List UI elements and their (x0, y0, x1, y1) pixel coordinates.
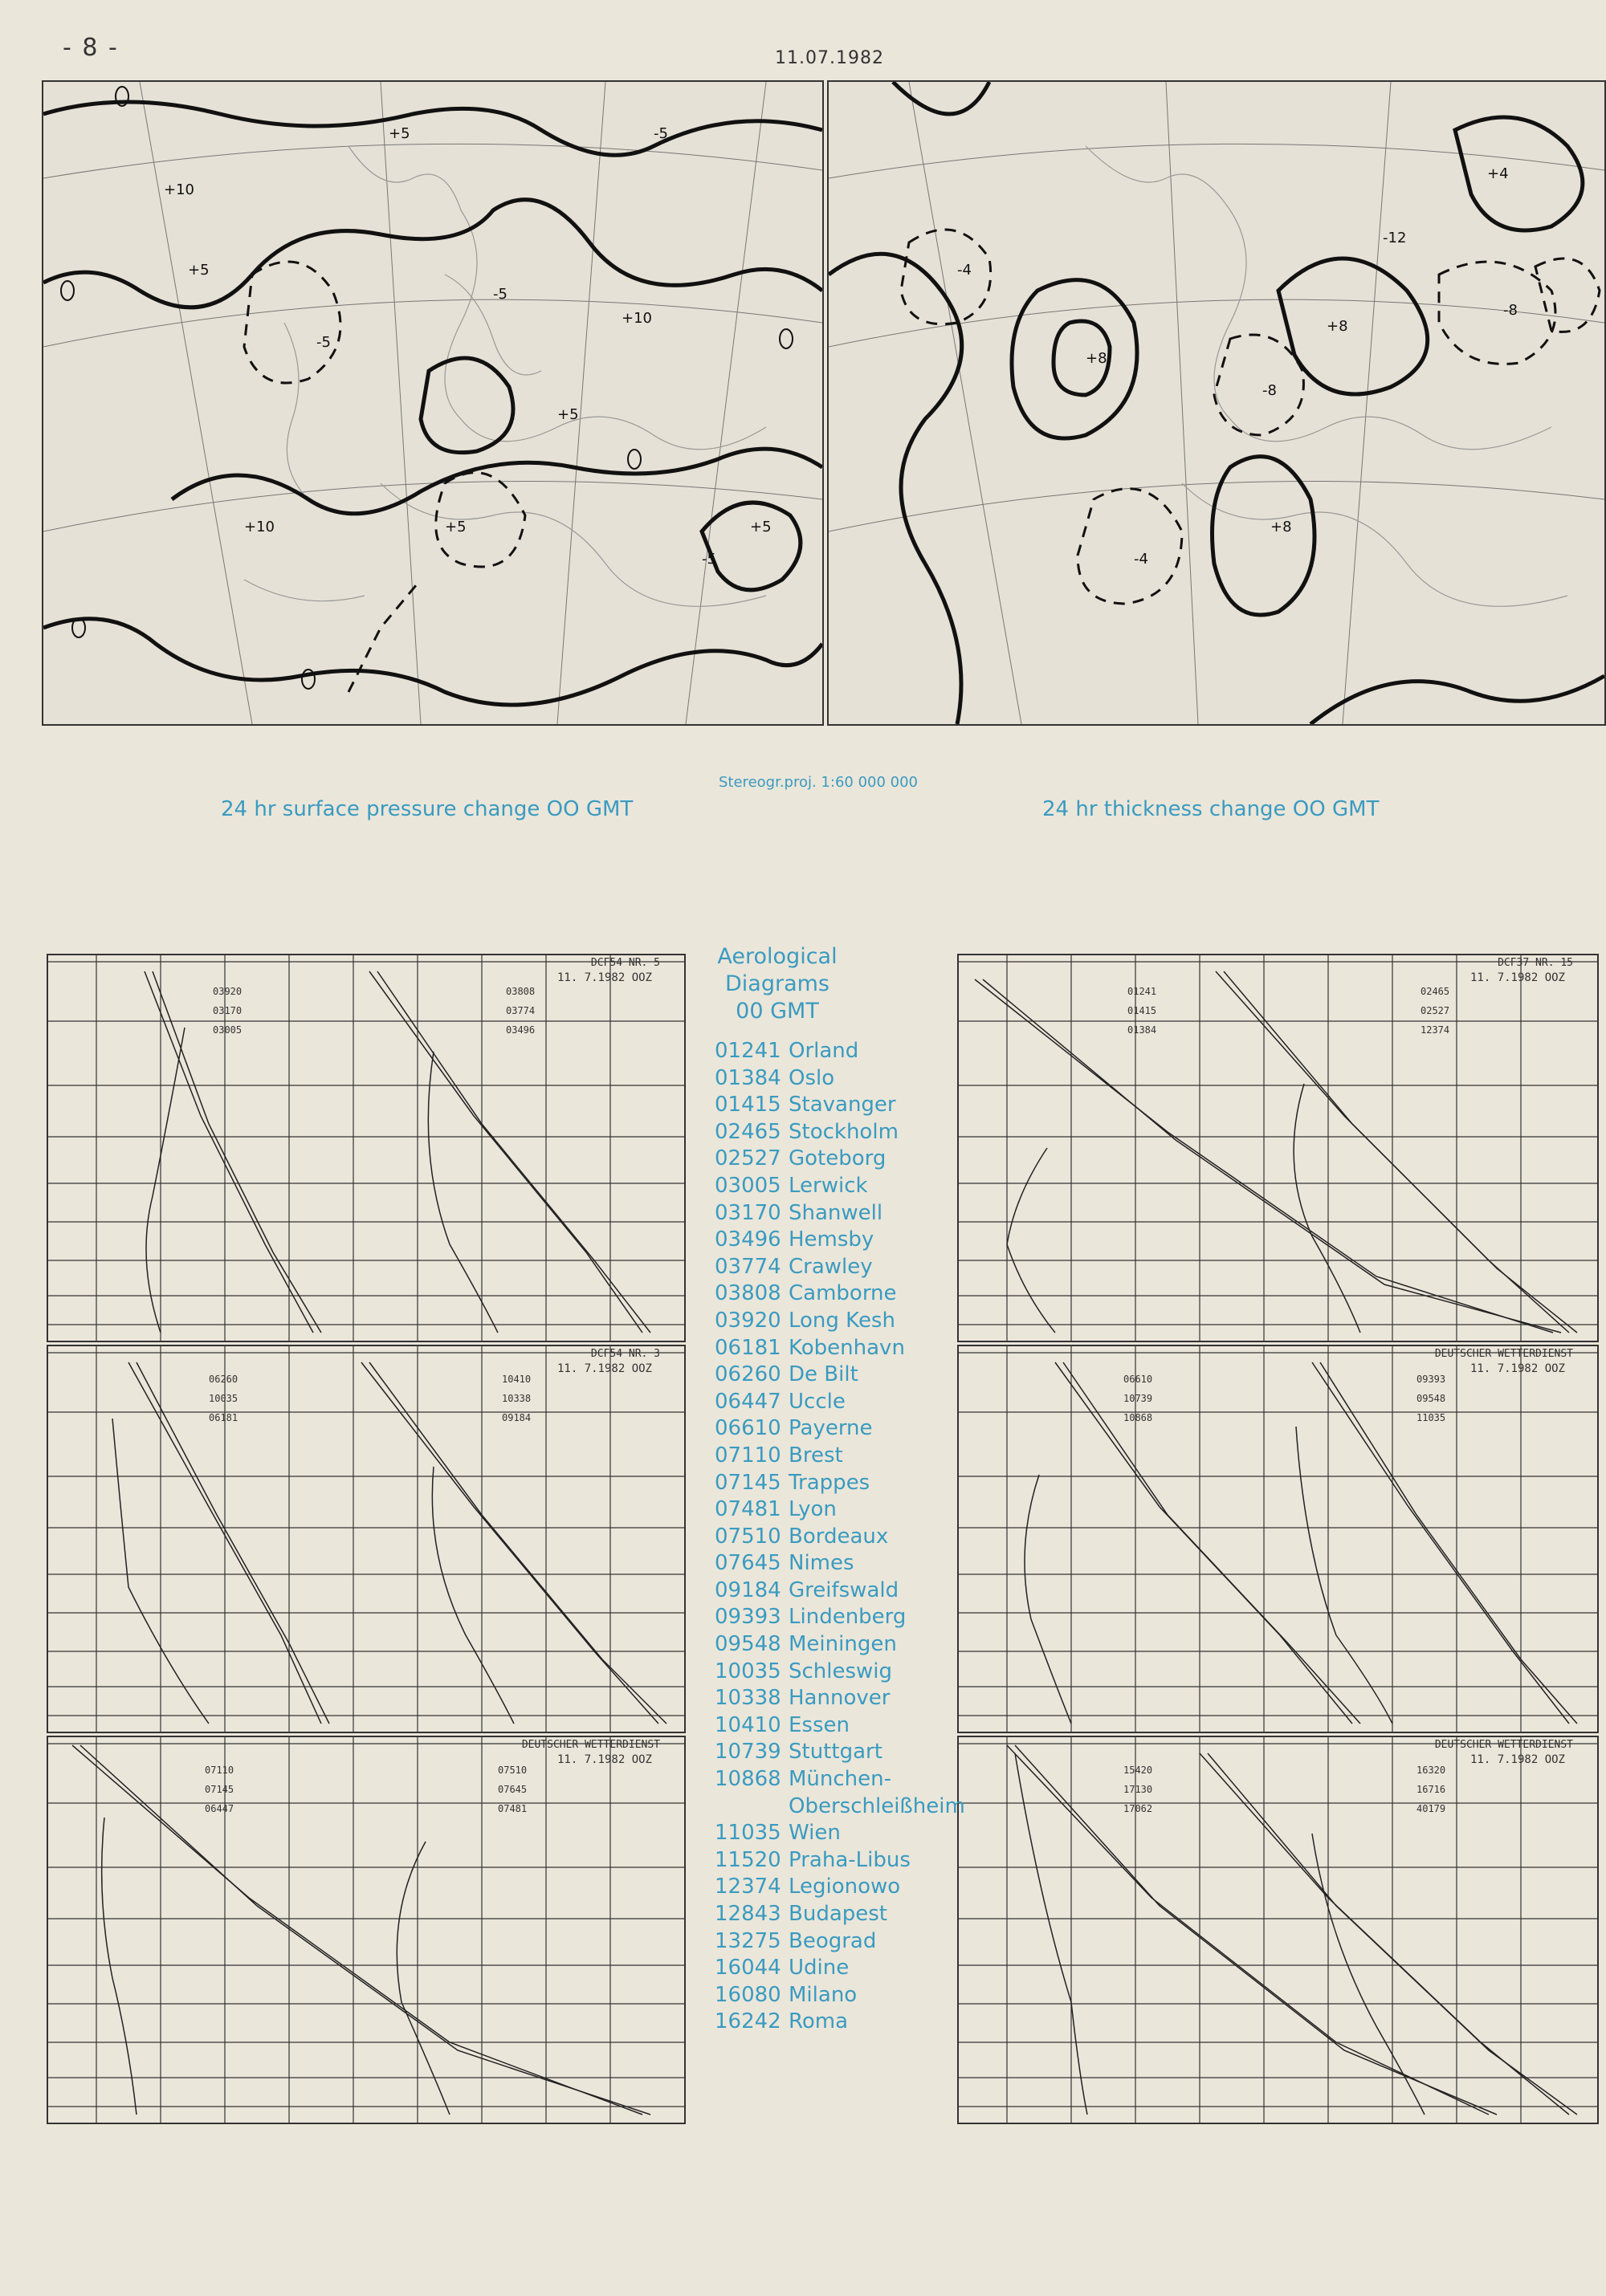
station-row (715, 1038, 965, 1065)
thickness-caption: 24 hr thickness change OO GMT (1042, 797, 1380, 821)
diagram-header: DEUTSCHER WETTERDIENST (1434, 1348, 1573, 1360)
aerological-diagram-5 (957, 1345, 1599, 1733)
station-list-left: 15420 17130 17062 (1123, 1765, 1153, 1814)
station-name: Milano (789, 1982, 858, 2007)
station-id: 03005 (715, 1173, 781, 1198)
station-row (715, 1955, 965, 1982)
diagram-header: DEUTSCHER WETTERDIENST (1434, 1739, 1573, 1751)
station-name: Greifswald (789, 1577, 899, 1602)
station-id: 10410 (715, 1712, 781, 1737)
diagram-grid (959, 1737, 1597, 2123)
station-name: Praha-Libus (789, 1847, 911, 1872)
station-id: 09548 (715, 1632, 781, 1657)
station-id: 12843 (715, 1902, 781, 1926)
station-row (715, 1119, 965, 1146)
station-row (715, 1092, 965, 1119)
station-id: 01415 (715, 1093, 781, 1117)
station-row (715, 1335, 965, 1362)
title-line-3: 00 GMT (736, 999, 819, 1024)
station-list-right: 16320 16716 40179 (1416, 1765, 1446, 1814)
svg-text:-12: -12 (1383, 230, 1407, 246)
station-id: 06610 (715, 1416, 781, 1441)
diagram-date: 11. 7.1982 OOZ (556, 971, 652, 984)
station-name: Kobenhavn (789, 1335, 905, 1360)
station-row (715, 1200, 965, 1227)
aerological-diagram-6 (957, 1736, 1599, 2124)
station-name: Payerne (789, 1416, 873, 1441)
station-id: 09393 (715, 1605, 781, 1630)
diagram-header: DCF54 NR. 3 (590, 1348, 660, 1360)
station-id: 03774 (715, 1254, 781, 1279)
diagram-grid (959, 955, 1597, 1341)
svg-text:+8: +8 (1327, 318, 1348, 335)
station-row (715, 1065, 965, 1093)
station-name: Trappes (789, 1470, 870, 1495)
station-list-right: 09393 09548 11035 (1416, 1374, 1446, 1423)
station-row (715, 1173, 965, 1200)
svg-text:-5: -5 (654, 125, 668, 142)
station-name: Brest (789, 1443, 843, 1468)
station-row (715, 1604, 965, 1631)
station-id: 10739 (715, 1740, 781, 1765)
svg-text:+5: +5 (445, 519, 467, 535)
thickness-change-map (827, 80, 1606, 726)
svg-text:+5: +5 (750, 519, 772, 535)
station-id: 01241 (715, 1039, 781, 1063)
station-id: 06181 (715, 1335, 781, 1360)
station-name: Stockholm (789, 1119, 899, 1144)
diagram-header: DCF54 NR. 5 (590, 957, 660, 969)
station-row (715, 1901, 965, 1928)
station-name: Budapest (789, 1902, 887, 1926)
station-name: Lerwick (789, 1173, 868, 1198)
station-row (715, 1496, 965, 1524)
svg-text:-8: -8 (1262, 382, 1277, 399)
surface-pressure-caption: 24 hr surface pressure change OO GMT (221, 797, 634, 821)
title-line-1: Aerological (717, 944, 838, 969)
station-id: 02527 (715, 1146, 781, 1171)
station-id: 12374 (715, 1875, 781, 1899)
station-name: Legionowo (789, 1875, 901, 1899)
station-row (715, 1820, 965, 1847)
title-line-2: Diagrams (725, 971, 829, 996)
svg-text:+10: +10 (164, 181, 194, 198)
station-row (715, 1982, 965, 2009)
station-row (715, 1146, 965, 1173)
station-row (715, 1362, 965, 1389)
station-id: 09184 (715, 1577, 781, 1602)
station-name: Schleswig (789, 1659, 893, 1683)
svg-text:+4: +4 (1487, 165, 1509, 182)
station-id: 10868 (715, 1767, 781, 1792)
station-id: 11035 (715, 1821, 781, 1846)
station-name: Meiningen (789, 1632, 897, 1657)
station-row (715, 1685, 965, 1712)
station-list-right: 10410 10338 09184 (502, 1374, 532, 1423)
station-name: Shanwell (789, 1200, 883, 1225)
station-row (715, 1227, 965, 1254)
diagram-date: 11. 7.1982 OOZ (1469, 1362, 1565, 1375)
station-row (715, 1739, 965, 1766)
station-row (715, 1847, 965, 1875)
station-id: 07481 (715, 1497, 781, 1522)
station-row (715, 1712, 965, 1740)
station-name: Crawley (789, 1254, 873, 1279)
station-id: 03496 (715, 1227, 781, 1252)
station-name: Hannover (789, 1686, 891, 1711)
station-row (715, 1524, 965, 1551)
station-name: Uccle (789, 1389, 846, 1414)
station-id: 07510 (715, 1524, 781, 1549)
station-id: 10338 (715, 1686, 781, 1711)
station-name: Long Kesh (789, 1308, 895, 1333)
station-name: München- (789, 1767, 892, 1792)
station-id: 10035 (715, 1659, 781, 1683)
diagram-date: 11. 7.1982 OOZ (1469, 971, 1565, 984)
station-name: De Bilt (789, 1362, 858, 1387)
station-name: Bordeaux (789, 1524, 889, 1549)
aerological-diagrams-title (713, 943, 842, 1025)
station-id: 07110 (715, 1443, 781, 1468)
svg-text:+8: +8 (1086, 350, 1107, 367)
svg-text:-5: -5 (702, 551, 716, 568)
station-id: 02465 (715, 1119, 781, 1144)
station-row (715, 1766, 965, 1793)
station-name: Lindenberg (789, 1605, 907, 1630)
station-row (715, 1550, 965, 1577)
station-id: 16242 (715, 2009, 781, 2034)
station-row (715, 1631, 965, 1659)
station-name: Goteborg (789, 1146, 887, 1171)
svg-text:+5: +5 (188, 262, 210, 279)
station-list-left: 07110 07145 06447 (205, 1765, 234, 1814)
diagram-date: 11. 7.1982 OOZ (1469, 1753, 1565, 1766)
svg-text:-8: -8 (1503, 302, 1518, 319)
station-list-left: 03920 03170 03005 (213, 986, 243, 1036)
diagram-date: 11. 7.1982 OOZ (556, 1362, 652, 1375)
station-id (715, 1793, 789, 1821)
diagram-header: DEUTSCHER WETTERDIENST (521, 1739, 660, 1751)
svg-text:+8: +8 (1270, 519, 1292, 535)
aerological-diagram-3 (47, 1736, 686, 2124)
projection-note: Stereogr.proj. 1:60 000 000 (719, 774, 919, 791)
svg-text:+5: +5 (389, 125, 410, 142)
svg-text:+10: +10 (244, 519, 275, 535)
station-list-right: 02465 02527 12374 (1421, 986, 1450, 1036)
station-id: 06260 (715, 1362, 781, 1387)
station-id: 16044 (715, 1956, 781, 1981)
station-list-left: 01241 01415 01384 (1127, 986, 1157, 1036)
station-id: 01384 (715, 1065, 781, 1090)
diagram-grid (48, 1737, 684, 2123)
station-name: Beograd (789, 1928, 877, 1953)
station-row (715, 1928, 965, 1956)
station-name: Camborne (789, 1281, 897, 1306)
station-list-left: 06260 10035 06181 (209, 1374, 238, 1423)
station-id: 03808 (715, 1281, 781, 1306)
station-id: 16080 (715, 1982, 781, 2007)
svg-text:-4: -4 (1134, 551, 1148, 568)
thickness-map-drawing (829, 82, 1604, 724)
station-list-left: 06610 10739 10868 (1123, 1374, 1153, 1423)
svg-text:-5: -5 (316, 334, 331, 351)
station-name: Roma (789, 2009, 849, 2034)
diagram-header: DCF37 NR. 15 (1498, 957, 1573, 969)
station-row (715, 1793, 965, 1821)
svg-text:-4: -4 (957, 262, 972, 279)
station-name: Oberschleißheim (789, 1793, 965, 1818)
station-list-right: 03808 03774 03496 (506, 986, 536, 1036)
station-row (715, 1443, 965, 1470)
station-id: 07645 (715, 1551, 781, 1576)
svg-text:-5: -5 (493, 286, 507, 303)
station-row (715, 1874, 965, 1901)
diagram-grid (48, 955, 684, 1341)
station-id: 13275 (715, 1928, 781, 1953)
station-row (715, 1415, 965, 1443)
station-name: Orland (789, 1039, 859, 1063)
station-row (715, 1389, 965, 1416)
station-id: 03920 (715, 1308, 781, 1333)
surface-pressure-change-map (42, 80, 824, 726)
svg-text:+5: +5 (557, 406, 579, 423)
station-name: Stuttgart (789, 1740, 882, 1765)
svg-text:+10: +10 (622, 310, 652, 327)
station-list (715, 1038, 965, 2036)
station-id: 03170 (715, 1200, 781, 1225)
station-name: Essen (789, 1712, 850, 1737)
aerological-diagram-1 (47, 954, 686, 1342)
station-name: Nimes (789, 1551, 854, 1576)
station-row (715, 1254, 965, 1281)
station-id: 06447 (715, 1389, 781, 1414)
page-date: 11.07.1982 (775, 48, 884, 68)
station-row (715, 2009, 965, 2036)
aerological-diagram-4 (957, 954, 1599, 1342)
station-name: Wien (789, 1821, 841, 1846)
station-list-right: 07510 07645 07481 (498, 1765, 528, 1814)
station-name: Stavanger (789, 1093, 896, 1117)
page-number: - 8 - (63, 34, 119, 62)
aerological-diagram-2 (47, 1345, 686, 1733)
station-row (715, 1659, 965, 1686)
station-row (715, 1280, 965, 1308)
station-row (715, 1308, 965, 1335)
station-name: Hemsby (789, 1227, 874, 1252)
station-name: Oslo (789, 1065, 835, 1090)
station-name: Lyon (789, 1497, 837, 1522)
station-id: 07145 (715, 1470, 781, 1495)
station-id: 11520 (715, 1847, 781, 1872)
station-row (715, 1470, 965, 1497)
diagram-grid (959, 1346, 1597, 1732)
diagram-grid (48, 1346, 684, 1732)
diagram-date: 11. 7.1982 OOZ (556, 1753, 652, 1766)
station-name: Udine (789, 1956, 850, 1981)
surface-pressure-map-drawing (43, 82, 822, 724)
station-row (715, 1577, 965, 1605)
